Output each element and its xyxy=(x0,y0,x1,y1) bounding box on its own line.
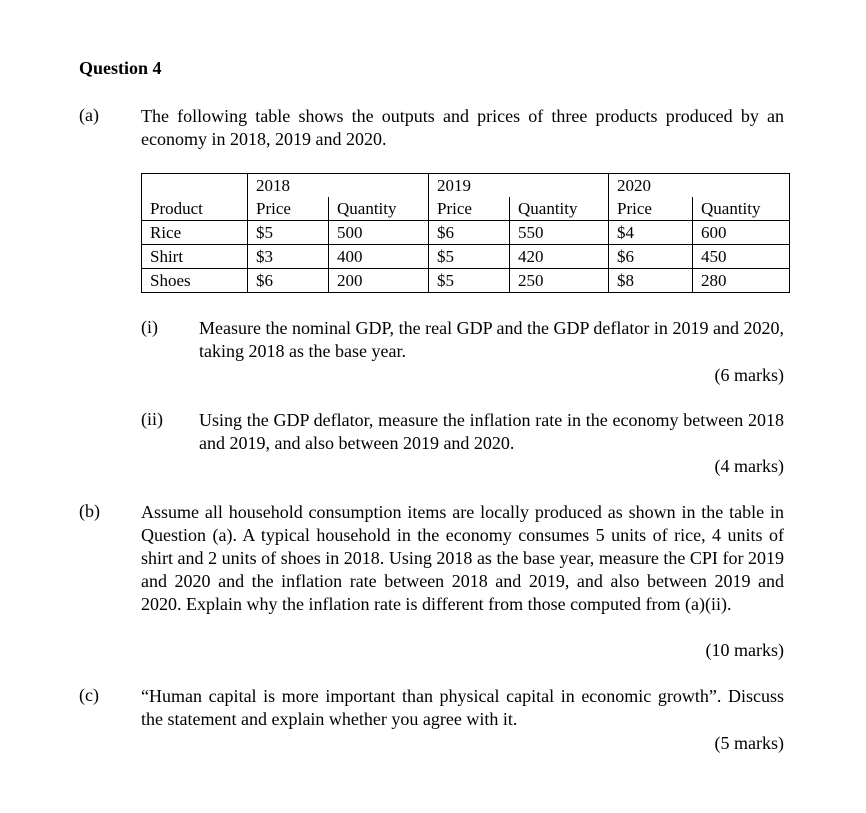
table-cell: $4 xyxy=(609,221,693,245)
year-2020-spacer xyxy=(693,174,790,198)
table-row xyxy=(142,221,790,245)
table-row xyxy=(142,269,790,293)
table-cell: $8 xyxy=(609,269,693,293)
year-2019-spacer xyxy=(510,174,609,198)
table-cell: $6 xyxy=(248,269,329,293)
table-header-row xyxy=(142,197,790,221)
column-header: Price xyxy=(248,197,329,221)
part-a-i-text: Measure the nominal GDP, the real GDP and the GDP deflator in 2019 and 2020, taking 2018 as the base year. xyxy=(199,318,784,361)
part-a-ii-label: (ii) xyxy=(141,409,163,429)
table-cell: 250 xyxy=(510,269,609,293)
part-a-i-label: (i) xyxy=(141,317,158,337)
table-cell: 450 xyxy=(693,245,790,269)
table-cell: Rice xyxy=(142,221,248,245)
table-cell: 200 xyxy=(329,269,429,293)
part-b-marks: (10 marks) xyxy=(705,640,784,660)
year-2019-header: 2019 xyxy=(429,174,510,198)
table-cell: $5 xyxy=(429,245,510,269)
table-corner-cell xyxy=(142,174,248,198)
part-b-label: (b) xyxy=(79,501,100,521)
question-title: Question 4 xyxy=(79,58,162,78)
table-cell: 550 xyxy=(510,221,609,245)
table-cell: Shirt xyxy=(142,245,248,269)
column-header: Quantity xyxy=(693,197,790,221)
part-c-text: “Human capital is more important than physical capital in economic growth”. Discuss the statement and explain whether you agree with it. xyxy=(141,686,784,729)
part-a-intro: The following table shows the outputs and prices of three products produced by an economy in 2018, 2019 and 2020. xyxy=(141,106,784,149)
part-a-ii-text: Using the GDP deflator, measure the inflation rate in the economy between 2018 and 2019, and also between 2019 and 2020. xyxy=(199,410,784,453)
table-cell: 600 xyxy=(693,221,790,245)
column-header: Price xyxy=(609,197,693,221)
column-header: Quantity xyxy=(510,197,609,221)
table-cell: Shoes xyxy=(142,269,248,293)
part-c-marks: (5 marks) xyxy=(714,733,784,753)
table-year-row xyxy=(142,174,790,198)
column-header: Product xyxy=(142,197,248,221)
part-b-text: Assume all household consumption items are locally produced as shown in the table in Question (a). A typical household in the economy consumes 5 units of rice, 4 units of shirt and 2 units of shoes in 2018. Using 2018 as the base year, measure the CPI for 2019 and 2020 and the inflation rate between 2018 and 2019, and also between 2019 and 2020. Explain why the inflation rate is different from those computed from (a)(ii). xyxy=(141,502,784,614)
column-header: Price xyxy=(429,197,510,221)
price-quantity-table xyxy=(141,173,790,293)
table-cell: $6 xyxy=(429,221,510,245)
table-cell: 400 xyxy=(329,245,429,269)
table-cell: 500 xyxy=(329,221,429,245)
part-a-label: (a) xyxy=(79,105,99,125)
part-a-ii-marks: (4 marks) xyxy=(714,456,784,476)
table-cell: $6 xyxy=(609,245,693,269)
table-cell: 420 xyxy=(510,245,609,269)
table-row xyxy=(142,245,790,269)
part-c-label: (c) xyxy=(79,685,99,705)
table-cell: $3 xyxy=(248,245,329,269)
year-2018-spacer xyxy=(329,174,429,198)
table-cell: 280 xyxy=(693,269,790,293)
table-cell: $5 xyxy=(429,269,510,293)
column-header: Quantity xyxy=(329,197,429,221)
part-a-i-marks: (6 marks) xyxy=(714,365,784,385)
year-2018-header: 2018 xyxy=(248,174,329,198)
year-2020-header: 2020 xyxy=(609,174,693,198)
table-cell: $5 xyxy=(248,221,329,245)
